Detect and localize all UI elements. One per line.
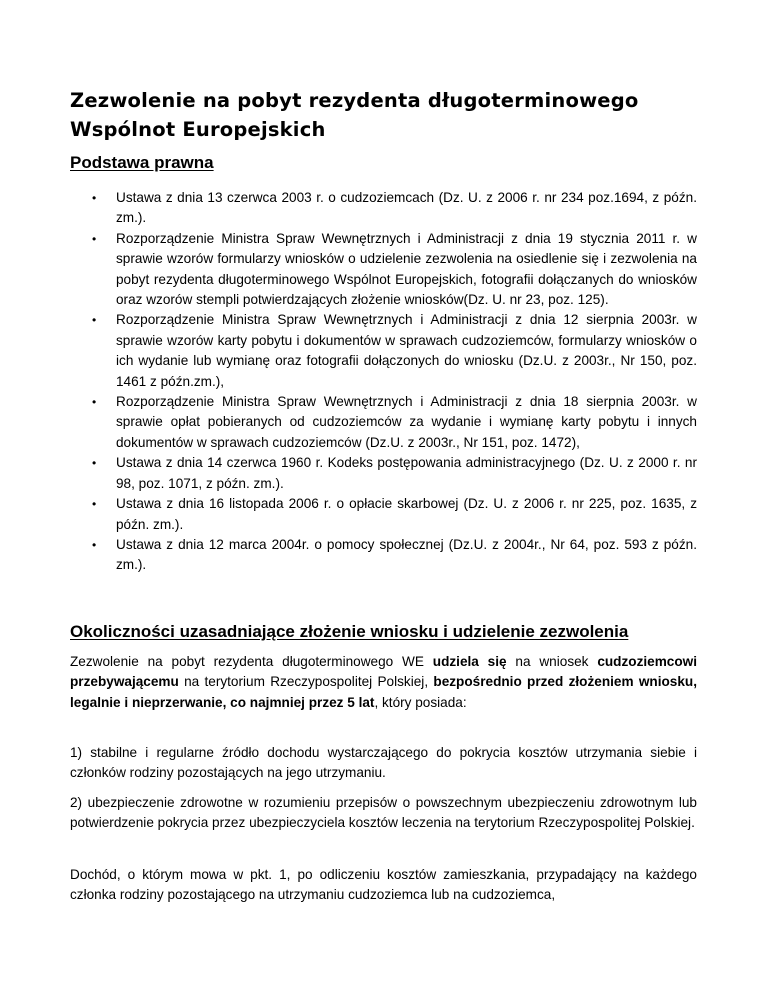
list-item bbox=[92, 229, 697, 311]
intro-text-4: , który posiada: bbox=[374, 694, 467, 710]
bullet-icon: • bbox=[92, 497, 97, 512]
list-item-text: Rozporządzenie Ministra Spraw Wewnętrznych i Administracji z dnia 19 stycznia 2011 r. w sprawie wzorów formularzy wniosków o udzielenie zezwolenia na osiedlenie się i zezwolenia na pobyt rezydenta długoterminowego Wspólnot Europejskich, fotografii dołączanych do wniosków oraz wzorów stempli potwierdzających złożenie wniosków(Dz. U. nr 23, poz. 125). bbox=[116, 230, 697, 308]
list-item bbox=[92, 494, 697, 535]
list-item-text: Rozporządzenie Ministra Spraw Wewnętrznych i Administracji z dnia 18 sierpnia 2003r. w sprawie opłat pobieranych od cudzoziemców za wydanie i wymianę karty pobytu i innych dokumentów w sprawach cudzoziemców (Dz.U. z 2003r., Nr 151, poz. 1472), bbox=[116, 394, 697, 450]
legal-basis-heading: Podstawa prawna bbox=[70, 153, 214, 172]
legal-basis-list bbox=[92, 188, 697, 576]
bullet-icon: • bbox=[92, 313, 97, 328]
circumstances-heading: Okoliczności uzasadniające złożenie wniosku i udzielenie zezwolenia bbox=[70, 622, 629, 641]
list-item-text: Rozporządzenie Ministra Spraw Wewnętrznych i Administracji z dnia 12 sierpnia 2003r. w sprawie wzorów karty pobytu i dokumentów w sprawach cudzoziemców, formularzy wniosków o ich wydanie lub wymianę oraz fotografii dołączonych do wniosku (Dz.U. z 2003r., Nr 150, poz. 1461 z późn.zm.), bbox=[116, 312, 697, 389]
bullet-icon: • bbox=[92, 537, 97, 552]
bullet-icon: • bbox=[92, 395, 97, 410]
intro-text-1: Zezwolenie na pobyt rezydenta długoterminowego WE bbox=[70, 654, 433, 669]
intro-text-3: na terytorium Rzeczypospolitej Polskiej, bbox=[178, 674, 434, 690]
list-item-text: Ustawa z dnia 14 czerwca 1960 r. Kodeks postępowania administracyjnego (Dz. U. z 2000 r. nr 98, poz. 1071, z późn. zm.). bbox=[116, 455, 697, 491]
list-item-text: Ustawa z dnia 13 czerwca 2003 r. o cudzoziemcach (Dz. U. z 2006 r. nr 234 poz.1694, z późn. zm.). bbox=[116, 190, 697, 226]
condition-item-1: 1) stabilne i regularne źródło dochodu wystarczającego do pokrycia kosztów utrzymania siebie i członków rodziny pozostających na jego utrzymaniu. bbox=[70, 745, 697, 781]
list-item bbox=[92, 392, 697, 453]
condition-item-2: 2) ubezpieczenie zdrowotne w rozumieniu przepisów o powszechnym ubezpieczeniu zdrowotnym lub potwierdzenie pokrycia przez ubezpieczyciela kosztów leczenia na terytorium Rzeczypospolitej Polskiej. bbox=[70, 795, 697, 831]
list-item bbox=[92, 535, 697, 576]
list-item bbox=[92, 310, 697, 392]
intro-bold-1: udziela się bbox=[432, 654, 507, 669]
list-item-text: Ustawa z dnia 12 marca 2004r. o pomocy społecznej (Dz.U. z 2004r., Nr 64, poz. 593 z późn. zm.). bbox=[116, 536, 697, 573]
list-item bbox=[92, 188, 697, 229]
intro-bold-2: cudzoziemcowi przebywającemu bbox=[70, 654, 698, 690]
bullet-icon: • bbox=[92, 456, 97, 471]
bullet-icon: • bbox=[92, 191, 97, 205]
list-item bbox=[92, 453, 697, 494]
intro-bold-3: bezpośrednio przed złożeniem wniosku, legalnie i nieprzerwanie, co najmniej przez 5 lat bbox=[70, 674, 697, 710]
document-title: Zezwolenie na pobyt rezydenta długoterminowego Wspólnot Europejskich bbox=[70, 89, 639, 141]
list-item-text: Ustawa z dnia 16 listopada 2006 r. o opłacie skarbowej (Dz. U. z 2006 r. nr 225, poz. 1635, z późn. zm.). bbox=[116, 496, 697, 532]
bullet-icon: • bbox=[92, 231, 97, 246]
intro-paragraph bbox=[70, 652, 697, 713]
income-note-paragraph: Dochód, o którym mowa w pkt. 1, po odliczeniu kosztów zamieszkania, przypadający na każdego członka rodziny pozostającego na utrzymaniu cudzoziemca lub na cudzoziemca, bbox=[70, 867, 697, 903]
intro-text-2: na wniosek bbox=[506, 654, 598, 669]
